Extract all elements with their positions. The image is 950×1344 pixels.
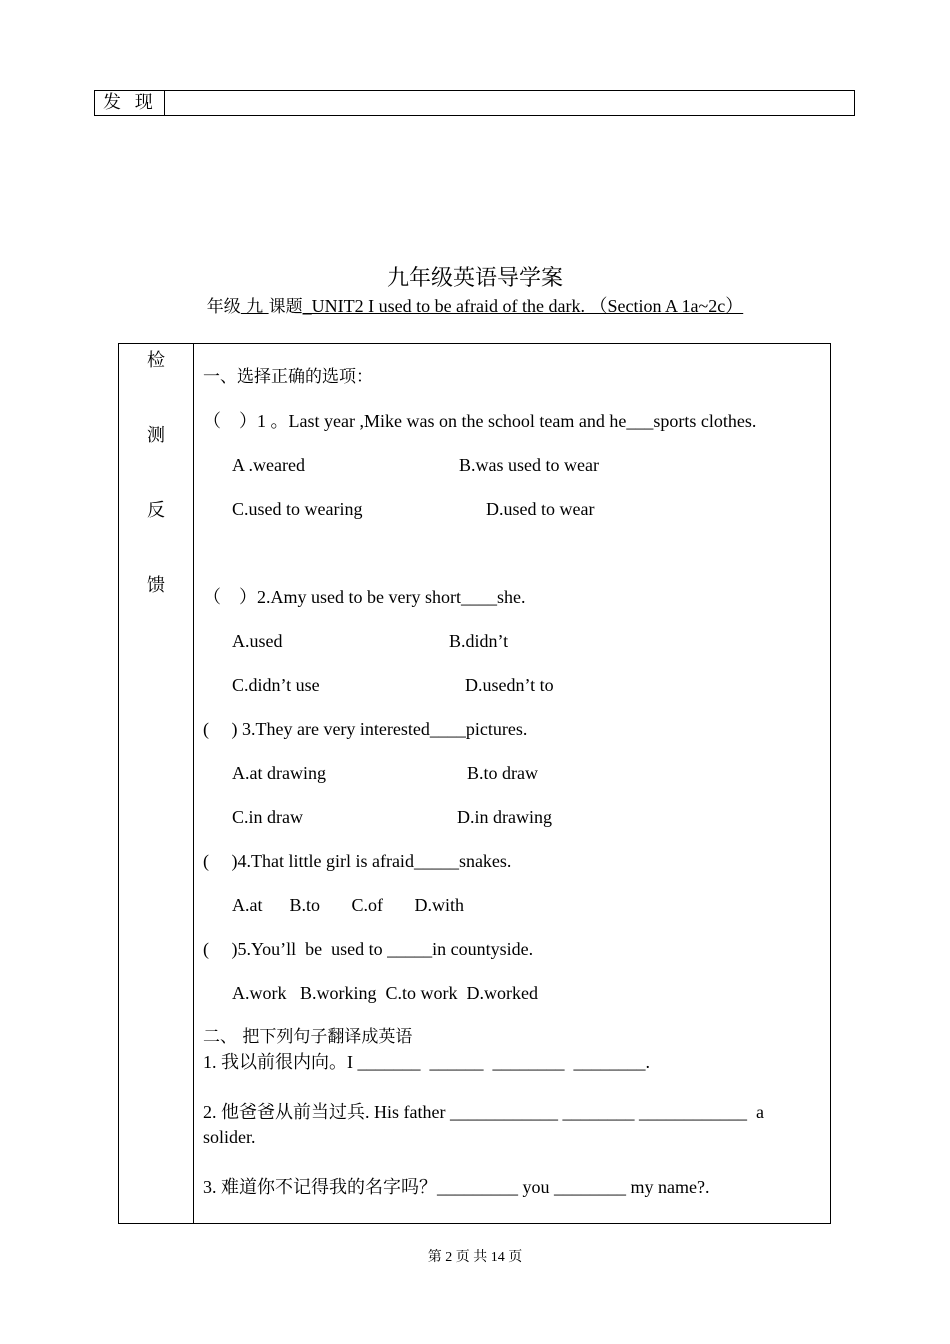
section2-heading: 二、 把下列句子翻译成英语 [203, 1027, 413, 1047]
top-table [94, 90, 855, 116]
side-label-4: 馈 [147, 575, 165, 596]
q3-option-d: D.in drawing [457, 807, 552, 827]
page-footer: 第 2 页 共 14 页 [427, 1250, 523, 1265]
translation-2-line1: 2. 他爸爸从前当过兵. His father ____________ ________ ____________ a [203, 1102, 764, 1122]
document-title: 九年级英语导学案 [386, 266, 563, 291]
q5-options: A.work B.working C.to work D.worked [232, 983, 538, 1003]
question-3: ( ) 3.They are very interested____pictures. [203, 719, 528, 739]
q1-option-a: A .weared [232, 455, 305, 475]
exercise-table [118, 343, 831, 1224]
side-label-column [119, 344, 194, 1223]
lesson-subtitle [0, 293, 950, 320]
translation-3: 3. 难道你不记得我的名字吗？_________ you ________ my name?. [203, 1177, 710, 1197]
q4-options: A.at B.to C.of D.with [232, 895, 464, 915]
side-label-3: 反 [147, 500, 165, 521]
q1-option-c: C.used to wearing [232, 499, 363, 519]
q3-option-c: C.in draw [232, 807, 303, 827]
q1-option-d: D.used to wear [486, 499, 595, 519]
question-1: （ ）1 。Last year ,Mike was on the school team and he___sports clothes. [203, 411, 757, 431]
top-table-body [165, 91, 854, 115]
q3-option-b: B.to draw [467, 763, 538, 783]
translation-2-line2: solider. [203, 1127, 256, 1147]
q1-option-b: B.was used to wear [459, 455, 599, 475]
side-label-1: 检 [147, 350, 165, 371]
topic-label: 课题 [268, 297, 303, 317]
q2-option-c: C.didn’t use [232, 675, 320, 695]
grade-label: 年级 [206, 297, 241, 317]
q2-option-d: D.usedn’t to [465, 675, 554, 695]
section1-heading: 一、选择正确的选项： [203, 367, 373, 387]
question-5: ( )5.You’ll be used to _____in countyside. [203, 939, 534, 959]
side-label-2: 测 [147, 425, 165, 446]
grade-value: 九 [240, 297, 269, 317]
q2-option-a: A.used [232, 631, 283, 651]
q3-option-a: A.at drawing [232, 763, 326, 783]
question-4: ( )4.That little girl is afraid_____snakes. [203, 851, 512, 871]
question-2: （ ）2.Amy used to be very short____she. [203, 587, 526, 607]
q2-option-b: B.didn’t [449, 631, 509, 651]
topic-value: _UNIT2 I used to be afraid of the dark. （Section A 1a~2c） [302, 296, 744, 316]
top-table-label: 发 现 [95, 91, 165, 115]
translation-1: 1. 我以前很内向。I _______ ______ ________ ________. [203, 1052, 650, 1072]
